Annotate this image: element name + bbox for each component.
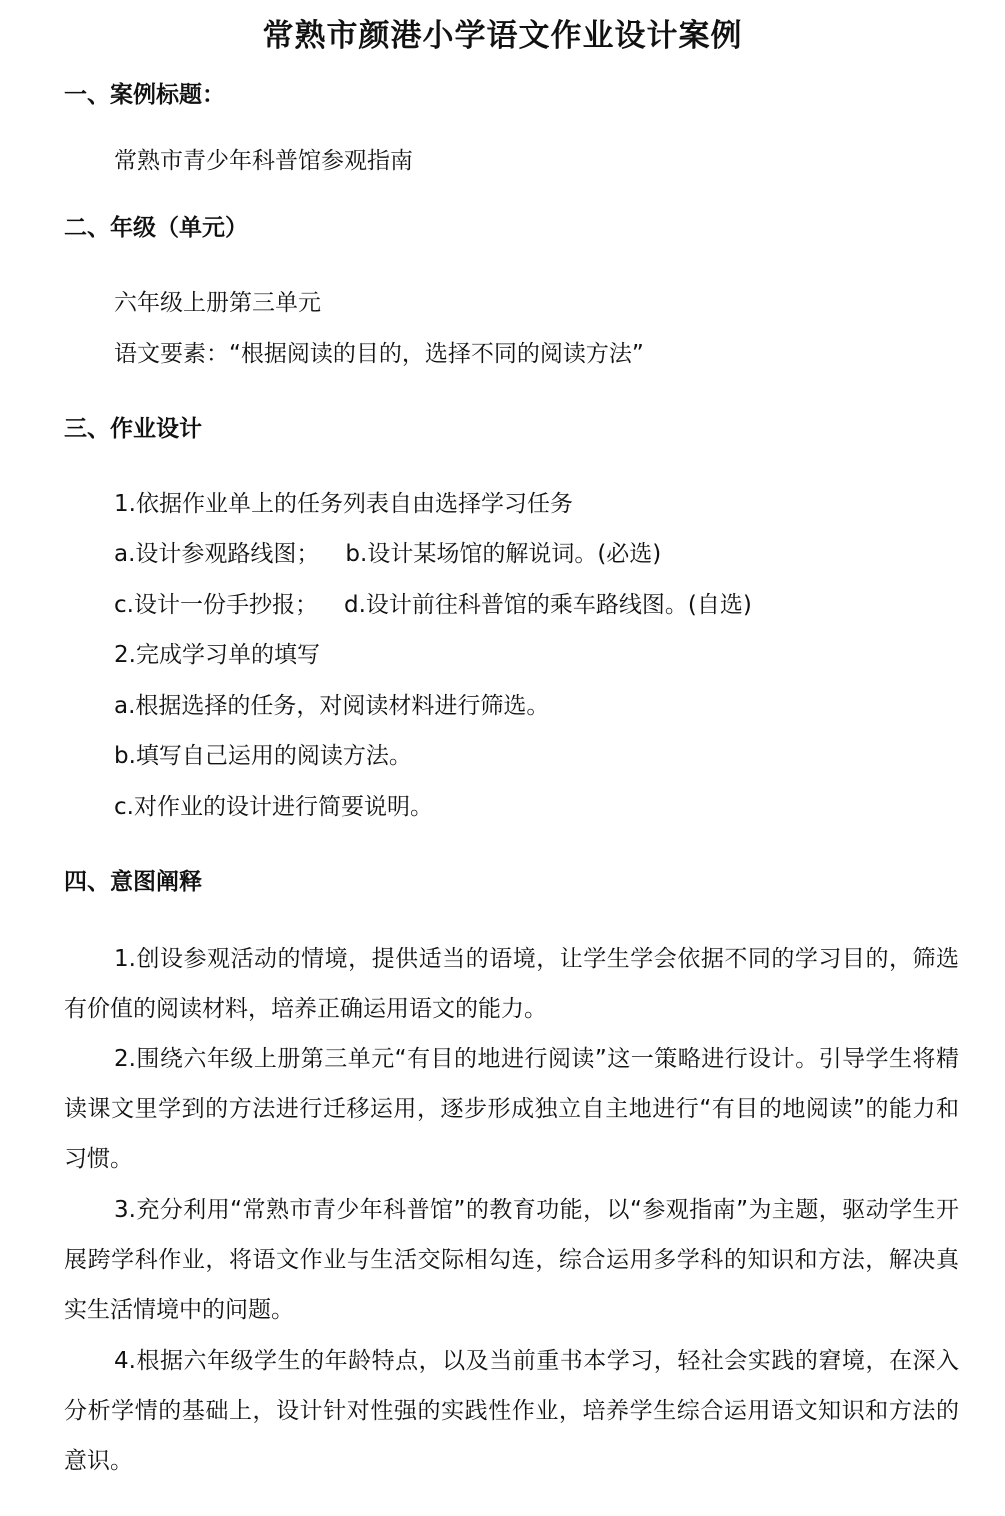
task-1-options-optional [114, 589, 752, 621]
section-heading-intent: 四、意图阐释 [64, 869, 202, 895]
section-heading-case-title: 一、案例标题： [64, 82, 225, 108]
section-heading-homework-design: 三、作业设计 [64, 416, 202, 442]
task-1-option-d: d.设计前往科普馆的乘车路线图。(自选) [343, 592, 752, 618]
task-2-text: 2.完成学习单的填写 [114, 642, 320, 668]
intent-paragraph-4: 4.根据六年级学生的年龄特点，以及当前重书本学习，轻社会实践的窘境，在深入分析学情的基础上，设计针对性强的实践性作业，培养学生综合运用语文知识和方法的意识。 [64, 1348, 959, 1474]
task-1-option-c: c.设计一份手抄报； [114, 592, 318, 618]
document-title: 常熟市颜港小学语文作业设计案例 [262, 18, 743, 54]
task-2-item-a: a.根据选择的任务，对阅读材料进行筛选。 [114, 693, 550, 719]
task-1-text: 1.依据作业单上的任务列表自由选择学习任务 [114, 491, 573, 517]
intent-paragraph-3: 3.充分利用“常熟市青少年科普馆”的教育功能，以“参观指南”为主题，驱动学生开展跨学科作业，将语文作业与生活交际相勾连，综合运用多学科的知识和方法，解决真实生活情境中的问题。 [64, 1197, 959, 1323]
task-1-option-a: a.设计参观路线图； [114, 541, 320, 567]
section-heading-grade: 二、年级（单元） [64, 215, 248, 241]
grade-unit-text: 六年级上册第三单元 [114, 290, 321, 316]
case-title-text: 常熟市青少年科普馆参观指南 [114, 148, 413, 174]
task-2-item-c: c.对作业的设计进行简要说明。 [114, 794, 433, 820]
language-element-text: 语文要素：“根据阅读的目的，选择不同的阅读方法” [114, 341, 644, 367]
intent-paragraph-1: 1.创设参观活动的情境，提供适当的语境，让学生学会依据不同的学习目的，筛选有价值的阅读材料，培养正确运用语文的能力。 [64, 946, 959, 1022]
task-1-options-required [114, 538, 661, 570]
task-1-option-b: b.设计某场馆的解说词。(必选) [345, 541, 662, 567]
task-2-item-b: b.填写自己运用的阅读方法。 [114, 743, 412, 769]
intent-paragraph-2: 2.围绕六年级上册第三单元“有目的地进行阅读”这一策略进行设计。引导学生将精读课文里学到的方法进行迁移运用，逐步形成独立自主地进行“有目的地阅读”的能力和习惯。 [64, 1046, 959, 1172]
